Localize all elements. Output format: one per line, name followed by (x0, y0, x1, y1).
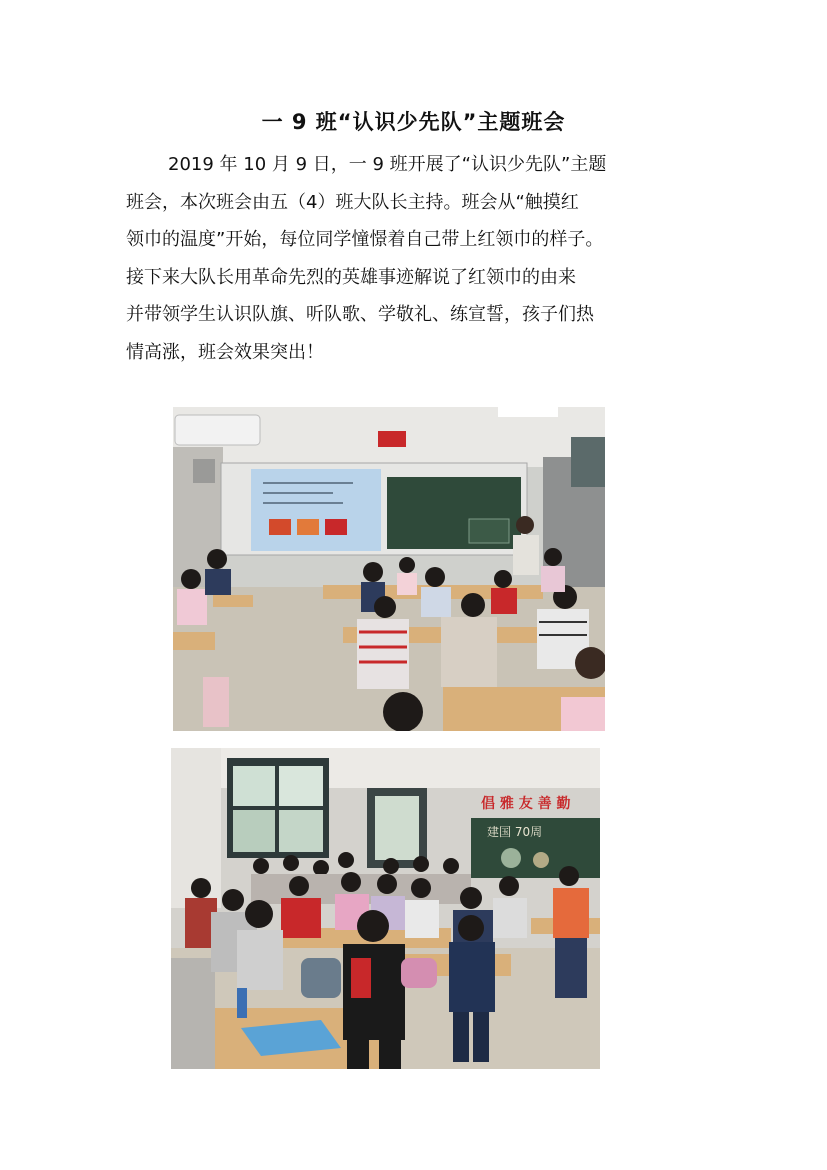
china-flag-icon (378, 431, 406, 447)
paragraph-line: 情高涨，班会效果突出！ (126, 341, 324, 363)
paragraph-line: 接下来大队长用革命先烈的英雄事迹解说了红领巾的由来 (126, 266, 576, 288)
paragraph-line: 班会，本次班会由五（4）班大队长主持。班会从“触摸红 (126, 191, 579, 213)
classroom-salute-photo (171, 748, 600, 1069)
paragraph-line: 2019 年 10 月 9 日，一 9 班开展了“认识少先队”主题 (168, 154, 607, 175)
paragraph-line: 领巾的温度”开始，每位同学憧憬着自己带上红领巾的样子。 (126, 229, 604, 250)
paragraph-line: 并带领学生认识队旗、听队歌、学敬礼、练宣誓，孩子们热 (126, 304, 594, 325)
banner-text: 倡 雅 友 善 勤 (481, 796, 571, 812)
classroom-presentation-photo (173, 407, 605, 731)
page-title: 一 9 班“认识少先队”主题班会 (261, 110, 566, 134)
body-paragraph (126, 146, 706, 371)
board-text: 建国 70周 (487, 825, 543, 839)
